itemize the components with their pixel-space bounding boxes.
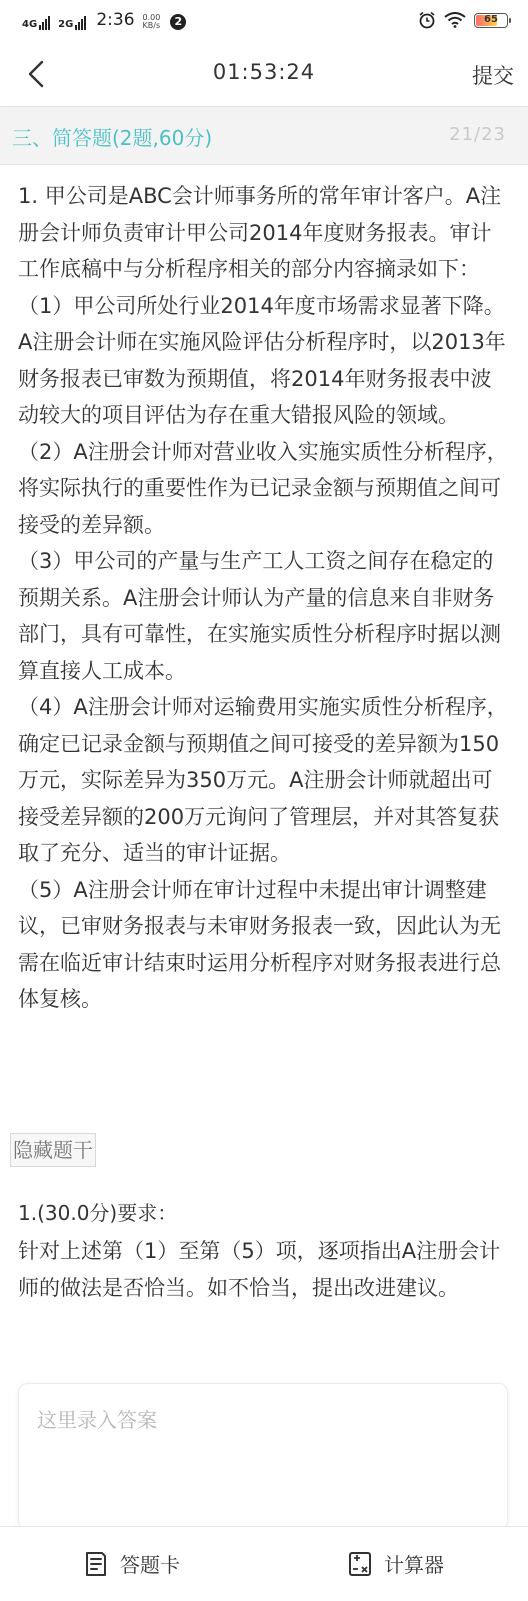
stem-paragraph: （1）甲公司所处行业2014年度市场需求显著下降。A注册会计师在实施风险评估分析程序时，以2013年财务报表已审数为预期值，将2014年财务报表中波动较大的项目评估为存在重大错报风险的领域。 [18, 293, 506, 427]
net-speed [143, 14, 161, 30]
calculator-label: 计算器 [384, 1553, 444, 1577]
stem-paragraph: （2）A注册会计师对营业收入实施实质性分析程序，将实际执行的重要性作为已记录金额与预期值之间可接受的差异额。 [18, 439, 508, 537]
stem-paragraph: （4）A注册会计师对运输费用实施实质性分析程序，确定已记录金额与预期值之间可接受的差异额为150万元，实际差异为350万元。A注册会计师就超出可接受差异额的200万元询问了管理层，并对其答复获取了充分、适当的审计证据。 [18, 695, 508, 865]
answer-card-label: 答题卡 [120, 1553, 180, 1577]
stem-paragraph: （5）A注册会计师在审计过程中未提出审计调整建议，已审财务报表与未审财务报表一致，因此认为无需在临近审计结束时运用分析程序对财务报表进行总体复核。 [18, 877, 501, 1011]
status-bar [0, 0, 528, 42]
notification-badge: 2 [170, 14, 186, 30]
section-title: 三、简答题(2题,60分) [12, 126, 213, 150]
submit-button[interactable]: 提交 [472, 64, 514, 88]
answer-input[interactable] [19, 1384, 507, 1529]
signal-4g-label: 4G [22, 19, 38, 30]
answer-box [18, 1383, 508, 1530]
net-speed-unit: KB/s [142, 21, 161, 30]
sub-question-header: 1.(30.0分)要求： [18, 1201, 178, 1225]
hide-stem-button[interactable]: 隐藏题干 [10, 1133, 96, 1167]
signal-2g-label: 2G [58, 19, 74, 30]
wifi-icon [444, 12, 466, 28]
question-content [18, 178, 512, 1018]
status-left [22, 10, 186, 30]
question-stem [18, 178, 512, 1018]
signal-2g-icon [58, 16, 86, 30]
sub-question-text: 针对上述第（1）至第（5）项，逐项指出A注册会计师的做法是否恰当。如不恰当，提出改进建议。 [18, 1239, 501, 1300]
alarm-icon [418, 11, 436, 29]
stem-paragraph: （3）甲公司的产量与生产工人工资之间存在稳定的预期关系。A注册会计师认为产量的信息来自非财务部门，具有可靠性，在实施实质性分析程序时据以测算直接人工成本。 [18, 549, 501, 683]
calculator-icon [348, 1551, 372, 1577]
stem-paragraph: 1. 甲公司是ABC会计师事务所的常年审计客户。A注册会计师负责审计甲公司2014年度财务报表。审计工作底稿中与分析程序相关的部分内容摘录如下： [18, 184, 502, 281]
status-right [418, 11, 508, 29]
signal-4g-icon [22, 16, 50, 30]
section-bar [0, 108, 528, 165]
exam-timer: 01:53:24 [212, 60, 316, 84]
calculator-button[interactable] [348, 1549, 444, 1578]
app-header [0, 42, 528, 107]
sub-question [18, 1196, 512, 1306]
status-time: 2:36 [96, 10, 135, 30]
answer-card-icon [84, 1551, 108, 1577]
battery-level: 65 [484, 13, 498, 25]
answer-card-button[interactable] [84, 1549, 180, 1578]
question-page-counter: 21/23 [449, 124, 506, 145]
bottom-bar [0, 1526, 528, 1601]
battery-icon [474, 13, 508, 28]
net-speed-value: 0.00 [142, 13, 161, 22]
